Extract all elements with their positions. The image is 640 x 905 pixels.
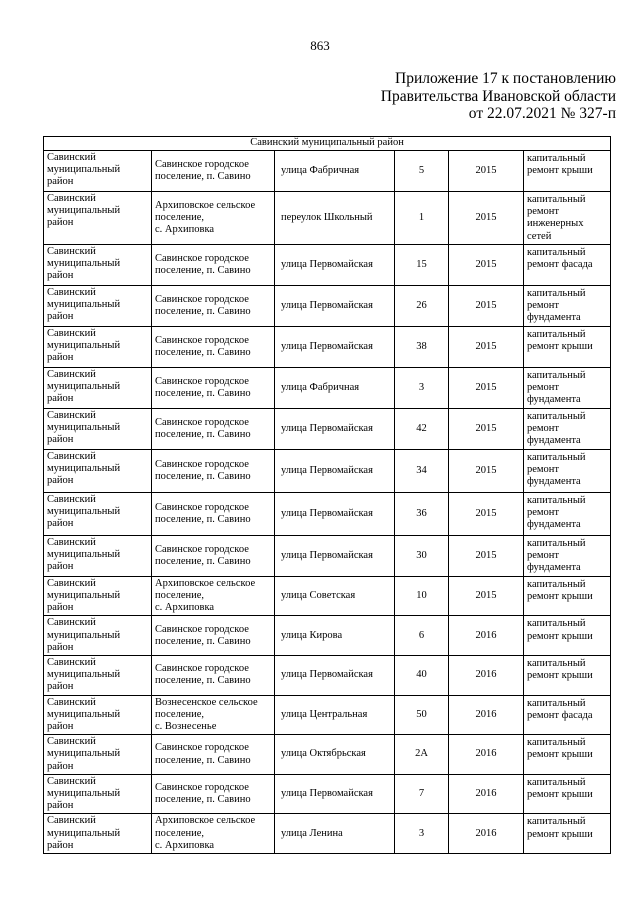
table-row [44, 285, 611, 326]
cell-line: Савинское городское [155, 293, 249, 305]
settlement-cell [152, 326, 275, 367]
cell-line: муниципальный [47, 422, 121, 434]
cell-line: Савинский [47, 152, 96, 163]
cell-line: Вознесенское сельское [155, 696, 258, 708]
cell-line: капитальный [527, 153, 586, 164]
cell-line: район [47, 475, 74, 487]
street-cell: переулок Школьный [275, 192, 395, 245]
cell-line: капитальный [527, 451, 586, 463]
house-number-cell: 38 [395, 326, 449, 367]
cell-line: ремонт крыши [527, 828, 593, 840]
cell-line: поселение, п. Савино [155, 555, 251, 567]
settlement-cell [152, 367, 275, 408]
cell-line: Архиповское сельское [155, 815, 256, 827]
cell-line: Савинское городское [155, 501, 249, 513]
street-cell: улица Первомайская [275, 492, 395, 535]
cell-line: Савинский [47, 245, 96, 257]
settlement-cell [152, 656, 275, 696]
cell-line: муниципальный [47, 463, 121, 475]
cell-line: муниципальный [47, 381, 121, 393]
street-cell: улица Фабричная [275, 367, 395, 408]
cell-line: Архиповское сельское [155, 199, 256, 211]
work-type-cell [524, 285, 611, 326]
appendix-line-3: от 22.07.2021 № 327-п [468, 105, 616, 122]
cell-line: капитальный [527, 697, 586, 709]
cell-line: поселение, п. Савино [155, 264, 251, 276]
work-type-cell [524, 535, 611, 576]
settlement-cell [152, 535, 275, 576]
table-row [44, 367, 611, 408]
cell-line: ремонт [527, 300, 560, 312]
cell-line: муниципальный [47, 258, 121, 270]
cell-line: ремонт [527, 464, 560, 476]
cell-line: капитальный [527, 287, 586, 299]
cell-line: фундамента [527, 562, 581, 574]
cell-line: капитальный [527, 618, 586, 630]
cell-line: фундамента [527, 394, 581, 406]
table-row [44, 695, 611, 735]
cell-line: ремонт [527, 382, 560, 394]
cell-line: поселение, [155, 590, 205, 602]
cell-line: район [47, 434, 74, 446]
cell-line: поселение, п. Савино [155, 171, 251, 182]
cell-line: поселение, п. Савино [155, 635, 251, 647]
year-cell: 2016 [449, 774, 524, 814]
street-cell: улица Первомайская [275, 656, 395, 696]
street-cell: улица Октябрьская [275, 735, 395, 775]
cell-line: капитальный [527, 816, 586, 828]
settlement-cell [152, 151, 275, 192]
cell-line: Савинский [47, 409, 96, 421]
cell-line: Архиповское сельское [155, 577, 256, 589]
cell-line: с. Вознесенье [155, 721, 217, 733]
year-cell: 2015 [449, 367, 524, 408]
cell-line: Савинское городское [155, 742, 249, 754]
work-type-cell [524, 151, 611, 192]
page-number: 863 [310, 38, 330, 53]
house-number-cell: 26 [395, 285, 449, 326]
cell-line: Савинское городское [155, 781, 249, 793]
district-cell [44, 735, 152, 775]
cell-line: муниципальный [47, 788, 121, 800]
cell-line: муниципальный [47, 629, 121, 641]
cell-line: ремонт крыши [527, 165, 593, 177]
cell-line: капитальный [527, 737, 586, 749]
cell-line: Савинский [47, 493, 96, 505]
district-cell [44, 449, 152, 492]
year-cell: 2015 [449, 151, 524, 192]
cell-line: ремонт крыши [527, 789, 593, 801]
cell-line: фундамента [527, 435, 581, 447]
work-type-cell [524, 616, 611, 656]
district-cell [44, 616, 152, 656]
cell-line: поселение, п. Савино [155, 305, 251, 317]
cell-line: капитальный [527, 537, 586, 549]
cell-line: район [47, 393, 74, 405]
district-cell [44, 774, 152, 814]
street-cell: улица Кирова [275, 616, 395, 656]
cell-line: район [47, 217, 74, 229]
cell-line: капитальный [527, 410, 586, 422]
cell-line: ремонт [527, 423, 560, 435]
cell-line: район [47, 270, 74, 282]
cell-line: Савинский [47, 368, 96, 380]
settlement-cell [152, 774, 275, 814]
settlement-cell [152, 285, 275, 326]
house-number-cell: 15 [395, 244, 449, 285]
year-cell: 2016 [449, 695, 524, 735]
street-cell: улица Фабричная [275, 151, 395, 192]
cell-line: ремонт [527, 507, 560, 519]
year-cell: 2015 [449, 449, 524, 492]
cell-line: район [47, 641, 74, 653]
work-type-cell [524, 576, 611, 616]
table-row [44, 735, 611, 775]
work-type-cell [524, 244, 611, 285]
house-number-cell: 1 [395, 192, 449, 245]
house-number-cell: 40 [395, 656, 449, 696]
cell-line: с. Архиповка [155, 602, 215, 614]
cell-line: Савинский [47, 696, 96, 708]
section-header: Савинский муниципальный район [44, 137, 611, 151]
cell-line: капитальный [527, 494, 586, 506]
cell-line: капитальный [527, 194, 586, 205]
cell-line: капитальный [527, 776, 586, 788]
appendix-header [381, 70, 616, 123]
year-cell: 2015 [449, 408, 524, 449]
cell-line: ремонт фасада [527, 259, 593, 271]
year-cell: 2015 [449, 285, 524, 326]
table-row [44, 449, 611, 492]
cell-line: муниципальный [47, 205, 121, 217]
cell-line: Савинское городское [155, 334, 249, 346]
cell-line: муниципальный [47, 669, 121, 681]
cell-line: ремонт крыши [527, 341, 593, 353]
cell-line: муниципальный [47, 827, 121, 839]
work-type-cell [524, 449, 611, 492]
cell-line: поселение, п. Савино [155, 470, 251, 482]
cell-line: муниципальный [47, 340, 121, 352]
district-cell [44, 535, 152, 576]
district-cell [44, 814, 152, 854]
cell-line: поселение, п. Савино [155, 428, 251, 440]
house-number-cell: 6 [395, 616, 449, 656]
cell-line: поселение, п. Савино [155, 346, 251, 358]
cell-line: район [47, 311, 74, 323]
cell-line: с. Архиповка [155, 839, 215, 851]
cell-line: Савинское городское [155, 252, 249, 264]
year-cell: 2015 [449, 192, 524, 245]
cell-line: поселение, п. Савино [155, 675, 251, 687]
cell-line: капитальный [527, 328, 586, 340]
house-number-cell: 2А [395, 735, 449, 775]
street-cell: улица Ленина [275, 814, 395, 854]
appendix-line-2: Правительства Ивановской области [380, 87, 616, 105]
street-cell: улица Первомайская [275, 285, 395, 326]
cell-line: капитальный [527, 369, 586, 381]
cell-line: с. Архиповка [155, 224, 215, 235]
district-cell [44, 576, 152, 616]
cell-line: Савинский [47, 815, 96, 827]
house-number-cell: 7 [395, 774, 449, 814]
settlement-cell [152, 735, 275, 775]
table-row [44, 492, 611, 535]
work-type-cell [524, 656, 611, 696]
cell-line: муниципальный [47, 708, 121, 720]
house-number-cell: 34 [395, 449, 449, 492]
work-type-cell [524, 326, 611, 367]
cell-line: Савинское городское [155, 458, 249, 470]
settlement-cell [152, 449, 275, 492]
section-header-row [44, 137, 611, 151]
cell-line: район [47, 681, 74, 693]
cell-line: поселение, п. Савино [155, 794, 251, 806]
cell-line: район [47, 721, 74, 733]
cell-line: капитальный [527, 658, 586, 670]
table-row [44, 192, 611, 245]
cell-line: сетей [527, 230, 552, 242]
cell-line: ремонт крыши [527, 630, 593, 642]
district-cell [44, 151, 152, 192]
work-type-cell [524, 695, 611, 735]
work-type-cell [524, 735, 611, 775]
cell-line: поселение, п. Савино [155, 387, 251, 399]
house-number-cell: 5 [395, 151, 449, 192]
district-cell [44, 285, 152, 326]
street-cell: улица Первомайская [275, 535, 395, 576]
cell-line: муниципальный [47, 549, 121, 561]
cell-line: муниципальный [47, 299, 121, 311]
cell-line: Савинский [47, 193, 96, 204]
work-type-cell [524, 492, 611, 535]
cell-line: ремонт крыши [527, 591, 593, 603]
cell-line: район [47, 800, 74, 812]
cell-line: поселение, п. Савино [155, 513, 251, 525]
cell-line: Савинский [47, 736, 96, 748]
houses-table [43, 136, 611, 854]
year-cell: 2016 [449, 656, 524, 696]
district-cell [44, 492, 152, 535]
cell-line: капитальный [527, 246, 586, 258]
year-cell: 2016 [449, 735, 524, 775]
work-type-cell [524, 814, 611, 854]
cell-line: Савинское городское [155, 416, 249, 428]
settlement-cell [152, 695, 275, 735]
year-cell: 2016 [449, 616, 524, 656]
settlement-cell [152, 408, 275, 449]
cell-line: Савинский [47, 775, 96, 787]
cell-line: Савинский [47, 577, 96, 589]
cell-line: Савинский [47, 657, 96, 669]
cell-line: Савинское городское [155, 663, 249, 675]
cell-line: район [47, 602, 74, 614]
year-cell: 2016 [449, 814, 524, 854]
cell-line: капитальный [527, 578, 586, 590]
settlement-cell [152, 814, 275, 854]
table-row [44, 814, 611, 854]
cell-line: муниципальный [47, 164, 121, 176]
table-row [44, 326, 611, 367]
cell-line: поселение, [155, 211, 205, 223]
street-cell: улица Первомайская [275, 408, 395, 449]
table-row [44, 576, 611, 616]
cell-line: Савинский [47, 327, 96, 339]
table-row [44, 151, 611, 192]
work-type-cell [524, 774, 611, 814]
table-row [44, 774, 611, 814]
cell-line: Савинский [47, 450, 96, 462]
cell-line: фундамента [527, 519, 581, 531]
district-cell [44, 326, 152, 367]
house-number-cell: 50 [395, 695, 449, 735]
street-cell: улица Первомайская [275, 774, 395, 814]
house-number-cell: 30 [395, 535, 449, 576]
cell-line: муниципальный [47, 506, 121, 518]
district-cell [44, 695, 152, 735]
cell-line: ремонт крыши [527, 670, 593, 682]
cell-line: фундамента [527, 312, 581, 324]
street-cell: улица Первомайская [275, 326, 395, 367]
year-cell: 2015 [449, 535, 524, 576]
settlement-cell [152, 616, 275, 656]
cell-line: район [47, 760, 74, 772]
cell-line: муниципальный [47, 590, 121, 602]
table-row [44, 616, 611, 656]
cell-line: Савинское городское [155, 543, 249, 555]
work-type-cell [524, 367, 611, 408]
district-cell [44, 656, 152, 696]
cell-line: ремонт фасада [527, 709, 593, 721]
cell-line: ремонт крыши [527, 749, 593, 761]
appendix-line-1: Приложение 17 к постановлению [395, 70, 616, 87]
cell-line: муниципальный [47, 748, 121, 760]
settlement-cell [152, 192, 275, 245]
district-cell [44, 408, 152, 449]
cell-line: инженерных [527, 218, 584, 230]
table-row [44, 535, 611, 576]
table-row [44, 244, 611, 285]
district-cell [44, 367, 152, 408]
cell-line: район [47, 839, 74, 851]
cell-line: Савинский [47, 617, 96, 629]
street-cell: улица Первомайская [275, 244, 395, 285]
cell-line: фундамента [527, 476, 581, 488]
cell-line: ремонт [527, 550, 560, 562]
work-type-cell [524, 192, 611, 245]
cell-line: ремонт [527, 206, 560, 218]
year-cell: 2015 [449, 244, 524, 285]
table-row [44, 656, 611, 696]
cell-line: район [47, 518, 74, 530]
district-cell [44, 192, 152, 245]
street-cell: улица Первомайская [275, 449, 395, 492]
cell-line: район [47, 352, 74, 364]
cell-line: Савинское городское [155, 158, 249, 170]
cell-line: район [47, 176, 74, 188]
settlement-cell [152, 244, 275, 285]
table-row [44, 408, 611, 449]
cell-line: Савинский [47, 286, 96, 298]
cell-line: Савинское городское [155, 375, 249, 387]
house-number-cell: 3 [395, 367, 449, 408]
year-cell: 2015 [449, 326, 524, 367]
cell-line: поселение, п. Савино [155, 754, 251, 766]
street-cell: улица Центральная [275, 695, 395, 735]
house-number-cell: 42 [395, 408, 449, 449]
settlement-cell [152, 576, 275, 616]
house-number-cell: 3 [395, 814, 449, 854]
house-number-cell: 10 [395, 576, 449, 616]
cell-line: район [47, 561, 74, 573]
house-number-cell: 36 [395, 492, 449, 535]
district-cell [44, 244, 152, 285]
year-cell: 2015 [449, 576, 524, 616]
cell-line: Савинское городское [155, 623, 249, 635]
cell-line: поселение, [155, 827, 205, 839]
cell-line: Савинский [47, 536, 96, 548]
year-cell: 2015 [449, 492, 524, 535]
settlement-cell [152, 492, 275, 535]
cell-line: поселение, [155, 708, 205, 720]
work-type-cell [524, 408, 611, 449]
street-cell: улица Советская [275, 576, 395, 616]
